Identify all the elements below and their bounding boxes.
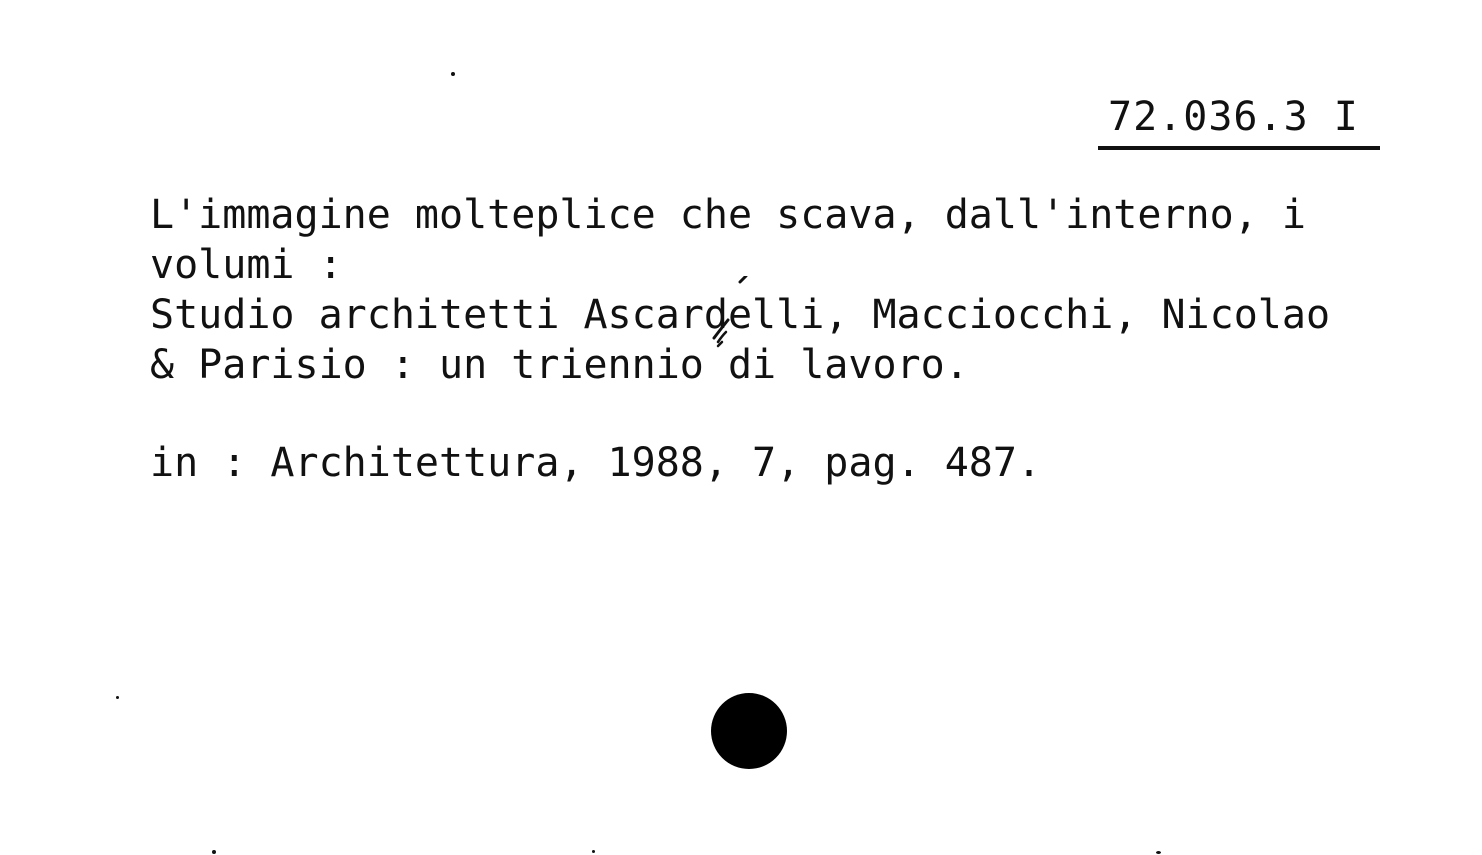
speck: [1156, 851, 1161, 854]
title-line-2: volumi :: [150, 242, 343, 288]
title-block: [150, 190, 1390, 390]
title-line-3: Studio architetti Ascardelli, Macciocchi, Nicolao: [150, 292, 1331, 338]
handwritten-correction-mark: [706, 276, 758, 356]
classmark: 72.036.3 I: [1108, 94, 1359, 140]
speck: [451, 72, 455, 76]
speck: [116, 696, 119, 699]
punch-hole: [711, 693, 787, 769]
source-line: in : Architettura, 1988, 7, pag. 487.: [150, 440, 1042, 486]
source-citation: [150, 438, 1390, 488]
speck: [212, 850, 216, 854]
classmark-box: [1098, 92, 1380, 150]
speck: [592, 850, 595, 853]
title-line-4: & Parisio : un triennio di lavoro.: [150, 342, 969, 388]
title-line-1: L'immagine molteplice che scava, dall'interno, i: [150, 192, 1306, 238]
